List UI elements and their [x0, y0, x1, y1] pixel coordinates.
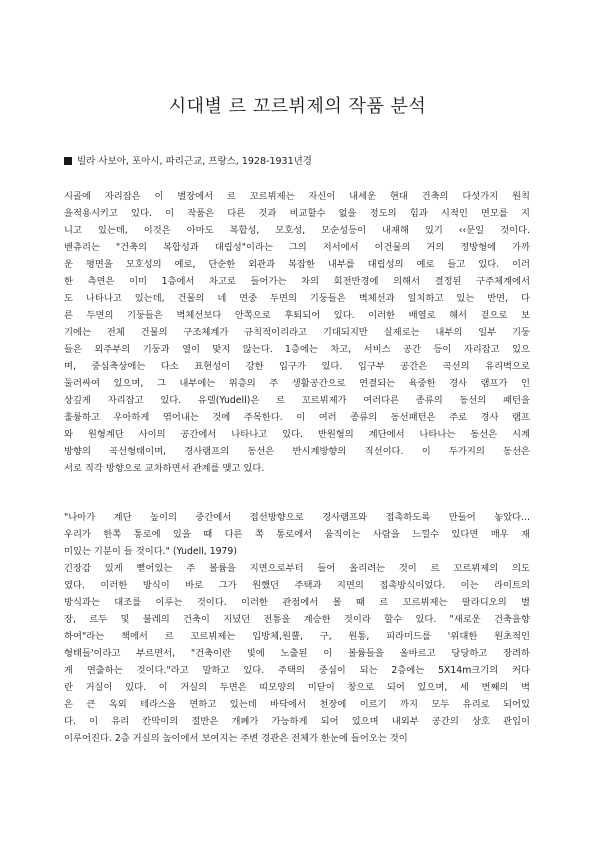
- paragraph-line: 형태들'이라고 부르면서, "건축이란 빛에 노출된 이 볼륨들을 올바르고 당당하고 장려하: [64, 648, 530, 659]
- section-subheading: [64, 153, 312, 167]
- paragraph-line: 이루어진다. 2층 거실의 높이에서 보여지는 주변 경관은 전체가 한눈에 들어오는 것이: [64, 733, 408, 744]
- paragraph-line: 을적용시키고 있다. 이 작품은 다른 것과 비교할수 없을 정도의 힘과 시적인 면모를 지: [64, 208, 530, 219]
- quote-line: 미있는 기분이 들 것이다." (Yudell, 1979): [64, 546, 237, 557]
- paragraph-line: 였다. 이러한 방식이 바로 그가 원했던 주택과 지면의 접촉방식이었다. 이는 라이트의: [64, 580, 530, 591]
- quotation-block: [64, 509, 530, 560]
- paragraph-line: 니고 있는데, 이것은 아마도 복합성, 모호성, 모순성등이 내재해 있기 ‹‹문일 것이다.: [64, 225, 530, 236]
- paragraph-line: 기에는 전체 건물의 구조체계가 규칙적이리라고 기대되지만 실제로는 내부의 일부 기둥: [64, 327, 530, 338]
- paragraph-line: 운 평면을 모호성의 예로, 단순한 외관과 복잡한 내부를 대립성의 예로 들고 있다. 이러: [64, 259, 530, 270]
- paragraph-line: 와 원형계단 사이의 공간에서 나타나고 있다. 반원형의 계단에서 나타나는 동선은 시계: [64, 429, 530, 440]
- page-title: 시대별 르 꼬르뷔제의 작품 분석: [168, 96, 427, 117]
- paragraph-line: 방향의 곡선형태이며, 경사램프의 동선은 반시계방향의 직선이다. 이 두가지의 동선은: [64, 446, 530, 457]
- paragraph-line: 서로 직각 방향으로 교차하면서 관계를 맺고 있다.: [64, 463, 265, 474]
- paragraph-line: 시골에 자리잡은 이 별장에서 르 꼬르뷔제는 자신이 내세운 현대 건축의 다섯가지 원칙: [64, 191, 530, 202]
- paragraph-line: 벤츄리는 "건축의 복합성과 대립성"이라는 그의 저서에서 이건물의 거의 정방형에 가까: [64, 242, 530, 253]
- paragraph-line: 하여"라는 책에서 르 꼬르뷔제는 입방체,원뿔, 구, 원통, 피라미드를 '위대한 원초적인: [64, 631, 530, 642]
- paragraph-line: 다. 이 유리 칸막이의 절반은 개폐가 가능하게 되어 있으며 내외부 공간의 상호 관입이: [64, 716, 530, 727]
- paragraph-line: 들은 외주부의 기둥과 열이 맞지 않는다. 1층에는 차고, 서비스 공간 등이 자리잡고 있으: [64, 344, 530, 355]
- body-paragraph-2: [64, 560, 530, 747]
- paragraph-line: 방식과는 대조를 이루는 것이다. 이러한 관점에서 볼 때 르 꼬르뷔제는 팔라디오의 별: [64, 597, 530, 608]
- quote-line: "나아가 계단 높이의 중간에서 접선방향으로 경사램프와 접촉하도록 만들어 놓았다...: [64, 512, 530, 523]
- paragraph-line: 른 두면의 기둥들은 벽체선보다 안쪽으로 후퇴되어 있다. 이러한 배열로 해서 겉으로 보: [64, 310, 530, 321]
- paragraph-line: 상깊게 자리잡고 있다. 유델(Yudell)은 르 꼬르뷔제가 여러다른 종류의 동선의 패턴을: [64, 395, 530, 406]
- paragraph-line: 게 연출하는 것이다."라고 말하고 있다. 주택의 중심이 되는 2층에는 5X14m크기의 커다: [64, 665, 530, 676]
- paragraph-line: 은 큰 옥외 테라스을 면하고 있는데 바닥에서 천장에 이르기 까지 모두 유리로 되어있: [64, 699, 530, 710]
- paragraph-line: 한 측면은 이미 1층에서 차고로 들어가는 차의 회전반경에 의해서 결정된 구주체계에서: [64, 276, 530, 287]
- paragraph-line: 도 나타나고 있는데, 건물의 네 면중 두면의 기둥들은 벽체선과 일치하고 있는 반면, 다: [64, 293, 530, 304]
- quote-line: 우리가 한쪽 통로에 있을 때 다른 쪽 통로에서 움직이는 사람을 느낄수 있다면 매우 재: [64, 529, 530, 540]
- paragraph-line: 며, 중심축상에는 다소 표현성이 강한 입구가 있다. 입구부 공간은 곡선의 유리벽으로: [64, 361, 530, 372]
- subheading-text: 빌라 사보아, 포아시, 파리근교, 프랑스, 1928-1931년경: [77, 156, 312, 167]
- paragraph-line: 둘러싸여 있으며, 그 내부에는 위층의 주 생활공간으로 연결되는 육중한 경사 램프가 인: [64, 378, 530, 389]
- paragraph-line: 란 거실이 있다. 이 거실의 두면은 띠모양의 미닫이 창으로 되어 있으며, 세 번째의 벽: [64, 682, 530, 693]
- paragraph-line: 훌륭하고 우아하게 엮어내는 것에 주목한다. 이 여러 종류의 동선패턴은 주로 경사 램프: [64, 412, 530, 423]
- paragraph-line: 긴장감 있게 뻗어있는 주 볼륨을 지면으로부터 들어 올리려는 것이 르 꼬르뷔제의 의도: [64, 563, 530, 574]
- body-paragraph-1: [64, 188, 530, 477]
- paragraph-line: 장, 르두 및 불레의 건축이 지녔던 전통을 계승한 것이라 할수 있다. "새로운 건축을향: [64, 614, 530, 625]
- square-bullet-icon: [64, 157, 72, 165]
